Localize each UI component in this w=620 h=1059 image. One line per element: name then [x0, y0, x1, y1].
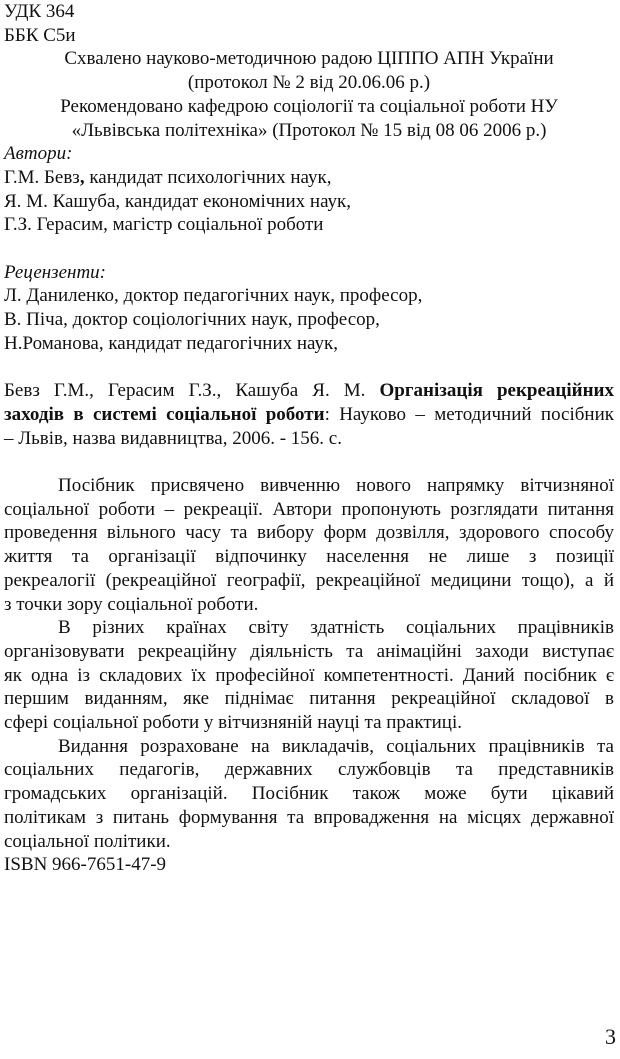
citation-line-1	[4, 379, 614, 403]
abstract-line: соціальних педагогів, державних службовців та представників	[4, 759, 614, 781]
page-content	[4, 0, 614, 877]
citation-title-part1: Організація рекреаційних	[379, 380, 614, 402]
spacer	[4, 356, 614, 380]
author-credentials: , кандидат економічних наук,	[115, 190, 352, 212]
abstract-line: організовувати рекреаційну діяльність та анімаційні заходи виступає	[4, 640, 614, 662]
abstract-line: проведення вільного часу та вибору форм дозвілля, здорового способу	[4, 522, 614, 544]
abstract-line: Видання розраховане на викладачів, соціальних працівників та	[58, 735, 614, 757]
spacer	[4, 450, 614, 474]
abstract-line: з точки зору соціальної роботи.	[4, 593, 259, 615]
isbn: ISBN 966-7651-47-9	[4, 854, 167, 876]
abstract-line: соціальної політики.	[4, 830, 171, 852]
citation-line-2	[4, 403, 614, 427]
author-credentials: кандидат психологічних наук,	[84, 166, 332, 188]
reviewer-item: Л. Даниленко, доктор педагогічних наук, професор,	[4, 285, 423, 307]
reviewers-heading: Рецензенти:	[4, 261, 107, 283]
citation-line-3: – Львів, назва видавництва, 2006. - 156. с.	[4, 427, 342, 449]
bbk-code: ББК С5и	[4, 24, 76, 46]
abstract-line: соціальної роботи – рекреації. Автори пропонують розглядати питання	[4, 498, 614, 520]
abstract-line: політикам з питань формування та впровадження на місцях державної	[4, 806, 614, 828]
author-name: Г.М. Бевз	[4, 166, 80, 188]
abstract-line: як одна із складових їх професійної компетентності. Даний посібник є	[4, 664, 614, 686]
author-name: Я. М. Кашуба	[4, 190, 116, 212]
approval-line-3: Рекомендовано кафедрою соціології та соціальної роботи НУ	[60, 95, 558, 117]
author-item	[4, 166, 614, 190]
author-comma: ,	[79, 166, 85, 188]
authors-heading: Автори:	[4, 143, 73, 165]
abstract-line: рекреалогії (рекреаційної географії, рекреаційної медицини тощо), а й	[4, 569, 614, 591]
abstract-line: сфері соціальної роботи у вітчизняній науці та практиці.	[4, 712, 463, 734]
citation-authors: Бевз Г.М., Герасим Г.З., Кашуба Я. М.	[4, 380, 380, 402]
abstract-line: першим виданням, яке піднімає питання рекреаційної складової в	[4, 688, 614, 710]
abstract-line: Посібник присвячено вивченню нового напрямку вітчизняної	[58, 475, 614, 497]
approval-line-4: «Львівська політехніка» (Протокол № 15 від 08 06 2006 р.)	[71, 119, 547, 141]
udk-code: УДК 364	[4, 1, 75, 22]
page-number: 3	[605, 1024, 616, 1050]
reviewer-item: Н.Романова, кандидат педагогічних наук,	[4, 332, 338, 354]
approval-line-2: (протокол № 2 від 20.06.06 р.)	[187, 72, 431, 94]
author-credentials: , магістр соціальної роботи	[103, 214, 324, 236]
author-item	[4, 190, 614, 214]
reviewer-item: В. Піча, доктор соціологічних наук, професор,	[4, 309, 380, 331]
abstract-line: громадських організацій. Посібник також може бути цікавий	[4, 783, 614, 805]
approval-line-1: Схвалено науково-методичною радою ЦІППО АПН України	[64, 48, 554, 70]
author-name: Г.З. Герасим	[4, 214, 104, 236]
author-item	[4, 213, 614, 237]
abstract-line: життя та організації відпочинку населення не лише з позиції	[4, 546, 614, 568]
abstract-line: В різних країнах світу здатність соціальних працівників	[58, 617, 614, 639]
citation-title-part2: заходів в системі соціальної роботи	[4, 403, 325, 425]
citation-type: : Науково – методичний посібник	[324, 403, 614, 425]
spacer	[4, 237, 614, 261]
